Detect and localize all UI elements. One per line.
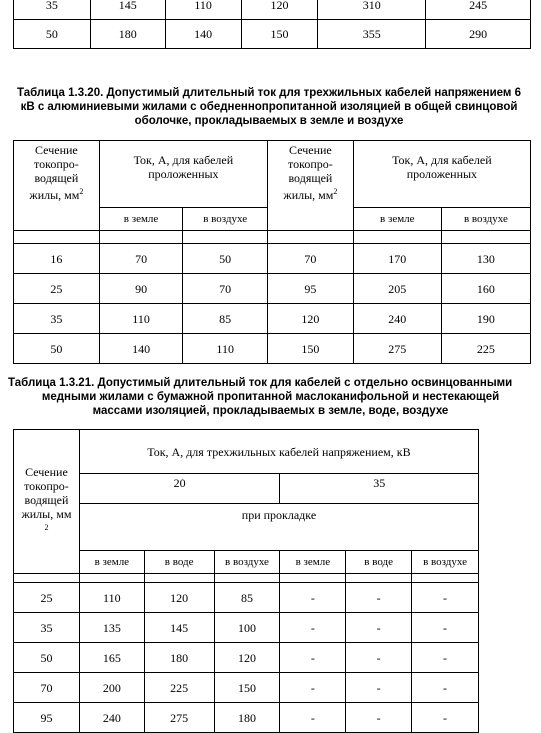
table-1-3-21-caption	[8, 376, 533, 418]
table-cell: 225	[144, 673, 214, 703]
spacer-cell	[79, 574, 144, 583]
header-text: Сечение	[289, 143, 332, 157]
table-1-3-20	[13, 140, 531, 364]
table-cell: -	[346, 583, 412, 613]
table-cell: -	[280, 703, 346, 733]
table-cell: 25	[14, 274, 100, 304]
spacer-cell	[441, 231, 530, 244]
spacer-cell	[144, 574, 214, 583]
spacer-cell	[14, 231, 100, 244]
header-laying: при прокладке	[79, 504, 478, 551]
table-cell: -	[412, 703, 479, 733]
table-cell: 100	[214, 613, 280, 643]
table-row	[14, 583, 479, 613]
table-row	[14, 0, 531, 20]
table-cell: -	[346, 703, 412, 733]
header-current-1	[99, 141, 267, 208]
table-cell: 25	[14, 583, 80, 613]
table-cell: 70	[14, 673, 80, 703]
table-cell: -	[412, 583, 479, 613]
table-cell: 180	[214, 703, 280, 733]
header-superscript: 2	[44, 523, 49, 532]
table-1-3-20-caption	[8, 86, 530, 128]
caption-line: медными жилами с бумажной пропитанной маслоканифольной и нестекающей	[41, 391, 500, 403]
table-cell: 180	[90, 20, 165, 49]
table-cell: -	[280, 583, 346, 613]
header-superscript: 2	[79, 187, 84, 196]
table-cell: 135	[79, 613, 144, 643]
table-cell: 95	[14, 703, 80, 733]
table-cell: 120	[144, 583, 214, 613]
table-cell: 240	[353, 304, 441, 334]
table-cell: -	[280, 673, 346, 703]
table-cell: 140	[99, 334, 183, 364]
table-1-body	[14, 0, 531, 49]
table-cell: 290	[426, 20, 531, 49]
table-cell: 145	[90, 0, 165, 20]
caption-line: Таблица 1.3.20. Допустимый длительный ток для трехжильных кабелей напряжением 6	[16, 87, 521, 99]
table-cell: -	[280, 643, 346, 673]
table-row	[14, 613, 479, 643]
table-cell: 85	[183, 304, 268, 334]
table-cell: 110	[79, 583, 144, 613]
table-cell: 35	[14, 613, 80, 643]
table-row	[14, 304, 531, 334]
subheader-ground: в земле	[99, 208, 183, 231]
table-cell: 200	[79, 673, 144, 703]
table-cell: 150	[214, 673, 280, 703]
header-section	[268, 141, 354, 231]
table-cell: 70	[99, 244, 183, 274]
subheader-water: в воде	[346, 551, 412, 574]
table-row	[14, 274, 531, 304]
table-cell: -	[346, 643, 412, 673]
spacer-cell	[99, 231, 183, 244]
spacer-cell	[346, 574, 412, 583]
header-text: жилы, мм	[283, 188, 334, 202]
table-cell: 110	[99, 304, 183, 334]
table-cell: 180	[144, 643, 214, 673]
table-cell: 245	[426, 0, 531, 20]
table-cell: 50	[14, 20, 91, 49]
table-cell: 110	[165, 0, 241, 20]
header-text: водящей	[24, 493, 69, 507]
table-cell: 95	[268, 274, 354, 304]
header-text: Ток, А, для кабелей	[133, 153, 234, 167]
subheader-air: в воздухе	[412, 551, 479, 574]
spacer-cell	[280, 574, 346, 583]
table-cell: 35	[14, 0, 91, 20]
spacer-cell	[268, 231, 354, 244]
header-section	[14, 141, 100, 231]
header-superscript: 2	[333, 187, 338, 196]
table-cell: -	[280, 613, 346, 643]
header-current-2	[353, 141, 530, 208]
header-text: проложенных	[406, 167, 478, 181]
table-row	[14, 20, 531, 49]
spacer-cell	[214, 574, 280, 583]
subheader-air: в воздухе	[214, 551, 280, 574]
table-cell: 240	[79, 703, 144, 733]
table-cell: 50	[14, 334, 100, 364]
caption-line: массами изоляцией, прокладываемых в земле, воде, воздухе	[92, 405, 449, 417]
table-row	[14, 673, 479, 703]
table-cell: 50	[183, 244, 268, 274]
table-cell: -	[412, 613, 479, 643]
caption-line: Таблица 1.3.21. Допустимый длительный ток для кабелей с отдельно освинцованными	[8, 377, 513, 389]
table-cell: 170	[353, 244, 441, 274]
header-text: токопро-	[24, 479, 69, 493]
table-cell: 90	[99, 274, 183, 304]
caption-line: оболочке, прокладываемых в земле и воздухе	[134, 115, 404, 127]
table-cell: 310	[318, 0, 426, 20]
header-text: Ток, А, для кабелей	[392, 153, 492, 167]
table-cell: 225	[441, 334, 530, 364]
table-1-3-21	[13, 429, 479, 733]
table-cell: 275	[353, 334, 441, 364]
header-text: Сечение	[25, 465, 68, 479]
header-text: Сечение	[35, 143, 78, 157]
table-cell: 130	[441, 244, 530, 274]
table-cell: 160	[441, 274, 530, 304]
table-cell: 140	[165, 20, 241, 49]
subheader-air: в воздухе	[441, 208, 530, 231]
table-cell: 145	[144, 613, 214, 643]
table-cell: -	[346, 673, 412, 703]
table-cell: 85	[214, 583, 280, 613]
table-cell: 150	[268, 334, 354, 364]
table-row	[14, 703, 479, 733]
table-cell: 275	[144, 703, 214, 733]
table-cell: 50	[14, 643, 80, 673]
table-cell: 150	[241, 20, 318, 49]
header-text: жилы, мм	[29, 188, 80, 202]
table-row	[14, 643, 479, 673]
subheader-ground: в земле	[353, 208, 441, 231]
spacer-cell	[353, 231, 441, 244]
table-cell: 110	[183, 334, 268, 364]
header-text: водящей	[34, 171, 79, 185]
caption-line: кВ с алюминиевыми жилами с обедненнопропитанной изоляцией в общей свинцовой	[20, 101, 518, 113]
table-cell: 70	[183, 274, 268, 304]
table-cell: -	[412, 643, 479, 673]
table-cell: 16	[14, 244, 100, 274]
spacer-cell	[14, 574, 80, 583]
subheader-ground: в земле	[280, 551, 346, 574]
header-voltage-35: 35	[280, 474, 479, 504]
table-cell: 355	[318, 20, 426, 49]
table-cell: 120	[241, 0, 318, 20]
table-1-3-20-body	[14, 244, 531, 364]
header-text: токопро-	[34, 157, 79, 171]
table-1-fragment	[13, 0, 531, 49]
header-text: водящей	[288, 171, 333, 185]
spacer-cell	[412, 574, 479, 583]
table-row	[14, 244, 531, 274]
table-cell: 190	[441, 304, 530, 334]
subheader-ground: в земле	[79, 551, 144, 574]
table-cell: 35	[14, 304, 100, 334]
header-voltage-20: 20	[79, 474, 280, 504]
header-text: токопро-	[288, 157, 333, 171]
table-cell: 120	[214, 643, 280, 673]
spacer-cell	[183, 231, 268, 244]
table-cell: -	[346, 613, 412, 643]
header-text: проложенных	[148, 167, 219, 181]
subheader-water: в воде	[144, 551, 214, 574]
header-section	[14, 430, 80, 574]
header-text: жилы, мм	[21, 507, 72, 521]
table-cell: -	[412, 673, 479, 703]
table-row	[14, 334, 531, 364]
subheader-air: в воздухе	[183, 208, 268, 231]
table-cell: 120	[268, 304, 354, 334]
header-current: Ток, А, для трехжильных кабелей напряжением, кВ	[79, 430, 478, 474]
table-cell: 205	[353, 274, 441, 304]
table-1-3-21-body	[14, 583, 479, 733]
table-cell: 165	[79, 643, 144, 673]
table-cell: 70	[268, 244, 354, 274]
